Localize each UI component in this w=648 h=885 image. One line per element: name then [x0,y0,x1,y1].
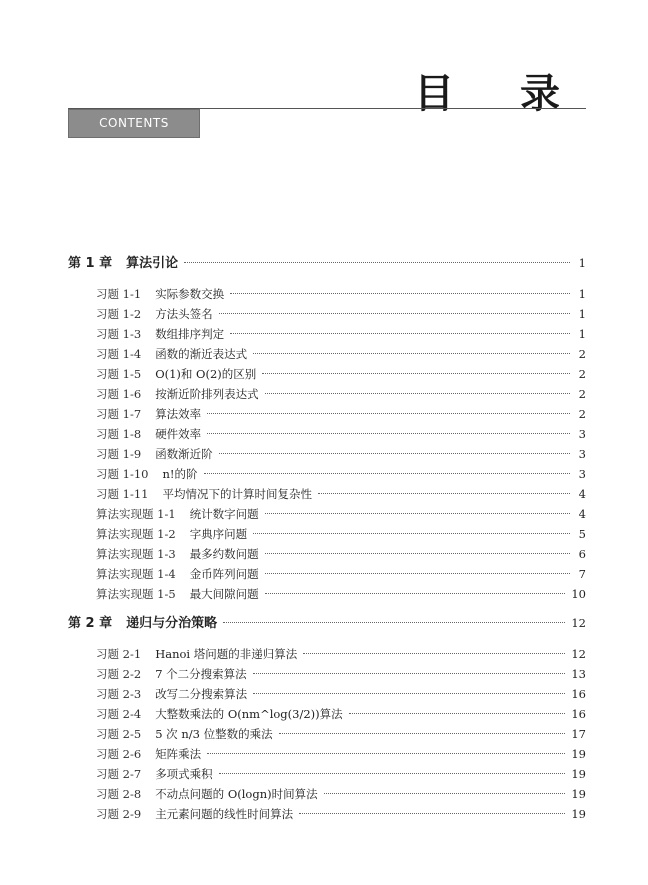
dot-leader [265,573,570,574]
dot-leader [207,753,565,754]
toc-entry[interactable] [68,424,586,444]
toc-number: 算法实现题 1-4 [96,567,176,581]
toc-number: 习题 2-3 [96,687,142,701]
toc-number: 习题 2-7 [96,767,142,781]
toc-entry[interactable] [68,684,586,704]
toc-entry[interactable] [68,384,586,404]
toc-number: 习题 2-1 [96,647,142,661]
toc-page-number: 5 [578,527,586,541]
toc-page-number: 17 [571,727,586,741]
toc-page-number: 16 [571,687,586,701]
dot-leader [253,673,566,674]
toc-number: 习题 2-9 [96,807,142,821]
toc-title: 统计数字问题 [189,507,259,521]
toc-page-number: 19 [571,747,586,761]
toc-number: 算法实现题 1-5 [96,587,176,601]
toc-page-number: 6 [578,547,586,561]
toc-title: 金币阵列问题 [189,567,259,581]
toc-number: 习题 2-5 [96,727,142,741]
toc-page-number: 1 [578,307,586,321]
toc-chapter[interactable] [68,250,586,276]
toc-title: 实际参数交换 [155,287,225,301]
toc-title: 算法引论 [126,256,179,271]
toc-number: 习题 2-8 [96,787,142,801]
toc-number: 习题 1-1 [96,287,142,301]
toc-title: 大整数乘法的 O(nm^log(3/2))算法 [155,707,343,721]
toc-number: 习题 1-2 [96,307,142,321]
toc-page-number: 3 [578,467,586,481]
toc-entry[interactable] [68,724,586,744]
toc-entry[interactable] [68,664,586,684]
toc-page-number: 19 [571,807,586,821]
toc-page-number: 7 [578,567,586,581]
toc-entry[interactable] [68,444,586,464]
toc-number: 算法实现题 1-1 [96,507,176,521]
toc-title: 硬件效率 [155,427,202,441]
dot-leader [265,553,570,554]
toc-title: 最多约数问题 [189,547,259,561]
toc-title: 字典序问题 [189,527,248,541]
toc-title: 改写二分搜索算法 [155,687,248,701]
dot-leader [324,793,566,794]
toc-number: 习题 1-7 [96,407,142,421]
dot-leader [223,622,565,623]
toc-number: 习题 2-2 [96,667,142,681]
toc-page-number: 12 [571,616,586,630]
toc-entry[interactable] [68,644,586,664]
dot-leader [265,393,570,394]
toc-entry[interactable] [68,764,586,784]
toc-number: 习题 1-11 [96,487,149,501]
toc-page-number: 16 [571,707,586,721]
toc-number: 习题 1-9 [96,447,142,461]
toc-page-number: 19 [571,767,586,781]
dot-leader [207,413,570,414]
toc-number: 习题 1-5 [96,367,142,381]
toc-page-number: 3 [578,447,586,461]
dot-leader [265,513,570,514]
toc-entry[interactable] [68,344,586,364]
toc-title: 平均情况下的计算时间复杂性 [162,487,312,501]
toc-number: 习题 1-8 [96,427,142,441]
toc-title: 算法效率 [155,407,202,421]
dot-leader [303,653,565,654]
toc-entry[interactable] [68,284,586,304]
toc-entry[interactable] [68,544,586,564]
dot-leader [230,333,570,334]
toc-entry[interactable] [68,744,586,764]
toc-page-number: 1 [578,327,586,341]
contents-label: CONTENTS [68,109,200,138]
toc-title: 函数渐近阶 [155,447,213,461]
dot-leader [349,713,566,714]
dot-leader [318,493,570,494]
toc-number: 习题 1-6 [96,387,142,401]
toc-entry[interactable] [68,784,586,804]
toc-page-number: 2 [578,387,586,401]
dot-leader [230,293,570,294]
dot-leader [253,693,565,694]
toc-page-number: 2 [578,367,586,381]
toc-number: 第 1 章 [68,256,113,271]
toc-title: Hanoi 塔问题的非递归算法 [155,647,298,661]
toc-page-number: 2 [578,407,586,421]
toc-number: 习题 1-3 [96,327,142,341]
page-title: 目 录 [414,71,586,117]
toc-entry[interactable] [68,364,586,384]
toc-number: 习题 2-4 [96,707,142,721]
toc-title: 按渐近阶排列表达式 [155,387,259,401]
dot-leader [219,313,570,314]
toc-page-number: 19 [571,787,586,801]
dot-leader [265,593,566,594]
toc-page-number: 4 [578,507,586,521]
toc-entry[interactable] [68,404,586,424]
dot-leader [184,262,570,263]
toc-page-number: 3 [578,427,586,441]
dot-leader [204,473,570,474]
toc-title: 多项式乘积 [155,767,213,781]
toc-title: 矩阵乘法 [155,747,202,761]
toc-title: 5 次 n/3 位整数的乘法 [155,727,273,741]
toc-page-number: 4 [578,487,586,501]
toc-number: 习题 1-4 [96,347,142,361]
toc-entry[interactable] [68,804,586,824]
toc-number: 第 2 章 [68,616,113,631]
dot-leader [253,353,570,354]
toc-number: 习题 1-10 [96,467,149,481]
toc-entry[interactable] [68,564,586,584]
dot-leader [262,373,570,374]
toc-entry[interactable] [68,484,586,504]
dot-leader [219,453,570,454]
dot-leader [207,433,570,434]
toc-entry[interactable] [68,584,586,604]
toc-page-number: 2 [578,347,586,361]
dot-leader [219,773,566,774]
toc-page-number: 12 [571,647,586,661]
toc-chapter[interactable] [68,610,586,636]
toc-title: 数组排序判定 [155,327,225,341]
toc-entry[interactable] [68,304,586,324]
toc-title: O(1)和 O(2)的区别 [155,367,257,381]
toc-entry[interactable] [68,504,586,524]
toc-title: 最大间隙问题 [189,587,259,601]
toc-page-number: 10 [571,587,586,601]
toc-title: 主元素问题的线性时间算法 [155,807,294,821]
toc-number: 算法实现题 1-2 [96,527,176,541]
toc-title: 方法头签名 [155,307,213,321]
toc-title: 递归与分治策略 [126,616,218,631]
toc-page-number: 1 [578,256,586,270]
toc-number: 算法实现题 1-3 [96,547,176,561]
toc-entry[interactable] [68,324,586,344]
dot-leader [253,533,570,534]
toc-title: n!的阶 [162,467,198,481]
toc-title: 7 个二分搜索算法 [155,667,247,681]
toc-title: 不动点问题的 O(logn)时间算法 [155,787,318,801]
dot-leader [299,813,565,814]
dot-leader [279,733,566,734]
toc-title: 函数的渐近表达式 [155,347,248,361]
toc-entry[interactable] [68,704,586,724]
toc-page-number: 13 [571,667,586,681]
toc-entry[interactable] [68,464,586,484]
toc-page-number: 1 [578,287,586,301]
table-of-contents [68,250,586,824]
toc-entry[interactable] [68,524,586,544]
toc-number: 习题 2-6 [96,747,142,761]
